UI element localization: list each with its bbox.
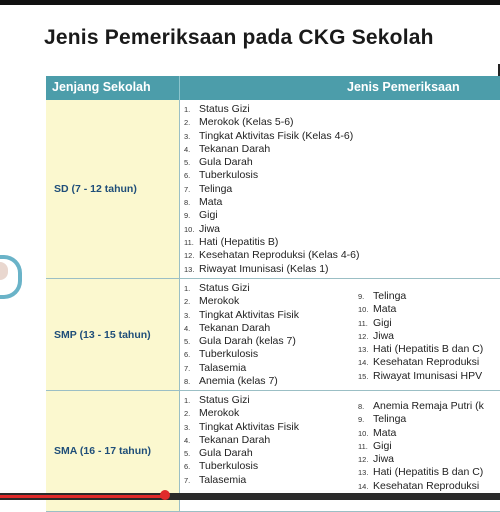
exam-list-left — [184, 282, 299, 388]
exam-item-number: 9. — [184, 211, 191, 221]
exam-item — [184, 447, 299, 460]
exam-item-label: Telinga — [373, 413, 407, 426]
exam-list-right — [358, 400, 484, 493]
exam-item — [184, 282, 299, 295]
exam-item-label: Tekanan Darah — [199, 142, 271, 155]
exam-item-label: Merokok — [199, 407, 240, 420]
exam-item-label: Anemia (kelas 7) — [199, 375, 278, 388]
exam-item-label: Telinga — [373, 290, 407, 302]
exam-item-label: Status Gizi — [199, 103, 250, 115]
exam-item-label: Kesehatan Reproduksi — [373, 479, 480, 492]
exam-item-label: Hati (Hepatitis B dan C) — [373, 343, 484, 356]
exam-item-number: 12. — [358, 331, 369, 341]
exam-item — [184, 103, 360, 116]
exam-item-label: Tekanan Darah — [199, 433, 271, 446]
exam-item — [184, 309, 299, 322]
exam-list-right — [358, 290, 483, 383]
exam-item-number: 10. — [358, 428, 369, 438]
exam-item — [184, 295, 299, 308]
exam-item-label: Tuberkulosis — [199, 169, 259, 182]
exam-item-label: Gigi — [373, 439, 392, 452]
exam-item — [184, 434, 299, 447]
exam-item-number: 14. — [358, 358, 369, 368]
exam-item-number: 6. — [184, 462, 191, 472]
exam-item-number: 6. — [184, 171, 191, 181]
exam-item — [184, 130, 360, 143]
exam-item — [358, 330, 483, 343]
exam-item — [184, 143, 360, 156]
exam-item — [184, 474, 299, 487]
exam-item-label: Kesehatan Reproduksi — [373, 356, 480, 369]
exam-item-label: Tingkat Aktivitas Fisik — [199, 308, 299, 321]
exam-item-label: Jiwa — [373, 453, 395, 466]
exam-item-number: 5. — [184, 449, 191, 459]
exam-item — [184, 375, 299, 388]
top-bar — [0, 0, 500, 5]
exam-item — [184, 223, 360, 236]
exam-item-number: 2. — [184, 297, 191, 307]
exam-item-label: Tingkat Aktivitas Fisik (Kelas 4-6) — [199, 129, 354, 142]
exam-item-number: 8. — [184, 377, 191, 387]
exam-item-number: 9. — [358, 292, 365, 301]
slide-title: Jenis Pemeriksaan pada CKG Sekolah — [44, 26, 434, 49]
exam-item — [184, 460, 299, 473]
exam-item-label: Gula Darah — [199, 447, 253, 460]
exam-item-number: 11. — [358, 441, 368, 451]
exam-item — [184, 335, 299, 348]
exam-item — [184, 169, 360, 182]
exam-item-number: 14. — [358, 481, 369, 491]
exam-item — [358, 370, 483, 383]
exam-item-label: Talasemia — [199, 361, 247, 374]
table-row-sd — [46, 100, 500, 279]
exam-item-label: Tingkat Aktivitas Fisik — [199, 420, 299, 433]
exam-item — [358, 303, 483, 316]
level-cell — [46, 279, 180, 390]
exam-item-label: Mata — [373, 303, 397, 316]
exam-item-number: 2. — [184, 409, 191, 419]
exam-item — [184, 407, 299, 420]
exam-item — [358, 343, 483, 356]
exam-item-label: Hati (Hepatitis B) — [199, 235, 279, 248]
exam-item — [184, 209, 360, 222]
progress-knob[interactable] — [160, 490, 170, 500]
exam-item — [358, 317, 483, 330]
table-row-smp — [46, 279, 500, 391]
table-header — [46, 76, 500, 100]
exam-item-number: 5. — [184, 158, 191, 168]
exam-item-label: Jiwa — [199, 222, 221, 235]
exam-item-label: Merokok — [199, 295, 240, 308]
exam-item-label: Hati (Hepatitis B dan C) — [373, 466, 484, 479]
exam-item-label: Mata — [199, 196, 223, 209]
exam-item-number: 7. — [184, 184, 191, 194]
header-divider — [179, 76, 180, 100]
exam-item — [358, 413, 484, 426]
exam-item-number: 3. — [184, 310, 191, 320]
exam-item-label: Riwayat Imunisasi HPV — [373, 369, 483, 382]
exam-item-label: Tekanan Darah — [199, 321, 271, 334]
level-label: SD (7 - 12 tahun) — [54, 183, 137, 195]
exam-item-label: Gigi — [373, 316, 392, 329]
exam-item-number: 1. — [184, 105, 191, 114]
exam-item — [184, 263, 360, 276]
exam-item — [184, 183, 360, 196]
exam-item-number: 3. — [184, 131, 191, 141]
exam-item-number: 5. — [184, 337, 191, 347]
exam-item — [184, 394, 299, 407]
exam-item-number: 13. — [184, 264, 195, 274]
exam-item — [358, 440, 484, 453]
exam-item-number: 4. — [184, 435, 191, 445]
exam-item-label: Anemia Remaja Putri (k — [373, 400, 484, 412]
exam-item-number: 11. — [358, 318, 368, 328]
exam-item-number: 4. — [184, 323, 191, 333]
progress-fill — [0, 495, 165, 498]
exam-item-number: 8. — [184, 198, 191, 208]
exam-item — [184, 116, 360, 129]
exam-item — [358, 453, 484, 466]
exam-item — [184, 196, 360, 209]
exam-item — [358, 427, 484, 440]
header-level: Jenjang Sekolah — [52, 80, 151, 94]
exam-list-left — [184, 394, 299, 487]
exam-item-label: Status Gizi — [199, 394, 250, 406]
exam-item-number: 15. — [358, 371, 369, 381]
exam-item — [358, 356, 483, 369]
video-progress-bar[interactable] — [0, 493, 500, 500]
exam-item — [358, 400, 484, 413]
exam-item — [184, 156, 360, 169]
level-label: SMA (16 - 17 tahun) — [54, 445, 152, 457]
exam-item — [184, 322, 299, 335]
exam-item — [358, 466, 484, 479]
exam-item-number: 6. — [184, 350, 191, 360]
exam-item-number: 7. — [184, 475, 191, 485]
exam-item — [184, 236, 360, 249]
exam-item-label: Kesehatan Reproduksi (Kelas 4-6) — [199, 249, 360, 262]
exam-item-number: 12. — [358, 455, 369, 465]
exam-item-label: Gula Darah — [199, 156, 253, 169]
exam-table — [46, 76, 500, 506]
exam-item-number: 1. — [184, 284, 191, 293]
exam-item — [184, 362, 299, 375]
exam-item-number: 11. — [184, 237, 194, 247]
exam-item-label: Merokok (Kelas 5-6) — [199, 116, 294, 129]
exam-item — [184, 348, 299, 361]
exam-item-number: 3. — [184, 422, 191, 432]
exam-item-number: 1. — [184, 396, 191, 405]
exam-item-number: 10. — [358, 305, 369, 315]
exam-item-label: Talasemia — [199, 473, 247, 486]
exam-item — [358, 480, 484, 493]
exam-item-number: 12. — [184, 251, 195, 261]
exam-item-number: 4. — [184, 144, 191, 154]
exam-item-label: Riwayat Imunisasi (Kelas 1) — [199, 262, 329, 275]
level-cell — [46, 100, 180, 278]
header-exams: Jenis Pemeriksaan — [347, 80, 460, 94]
exam-item-number: 13. — [358, 345, 369, 355]
exam-item — [358, 290, 483, 303]
exam-item-number: 7. — [184, 363, 191, 373]
exam-item-number: 13. — [358, 468, 369, 478]
exam-item-label: Tuberkulosis — [199, 348, 259, 361]
exam-item-number: 9. — [358, 415, 365, 425]
exam-list-left — [184, 103, 360, 276]
exam-item — [184, 249, 360, 262]
exam-item-number: 10. — [184, 224, 195, 234]
exam-item-number: 8. — [358, 402, 365, 411]
exam-item-label: Gula Darah (kelas 7) — [199, 335, 296, 348]
exam-item-label: Jiwa — [373, 329, 395, 342]
exam-item-label: Mata — [373, 426, 397, 439]
exam-item-label: Telinga — [199, 182, 233, 195]
exam-item-number: 2. — [184, 118, 191, 128]
level-label: SMP (13 - 15 tahun) — [54, 328, 151, 341]
exam-item — [184, 421, 299, 434]
exam-item-label: Tuberkulosis — [199, 460, 259, 473]
exam-item-label: Status Gizi — [199, 282, 250, 294]
exam-item-label: Gigi — [199, 209, 218, 222]
